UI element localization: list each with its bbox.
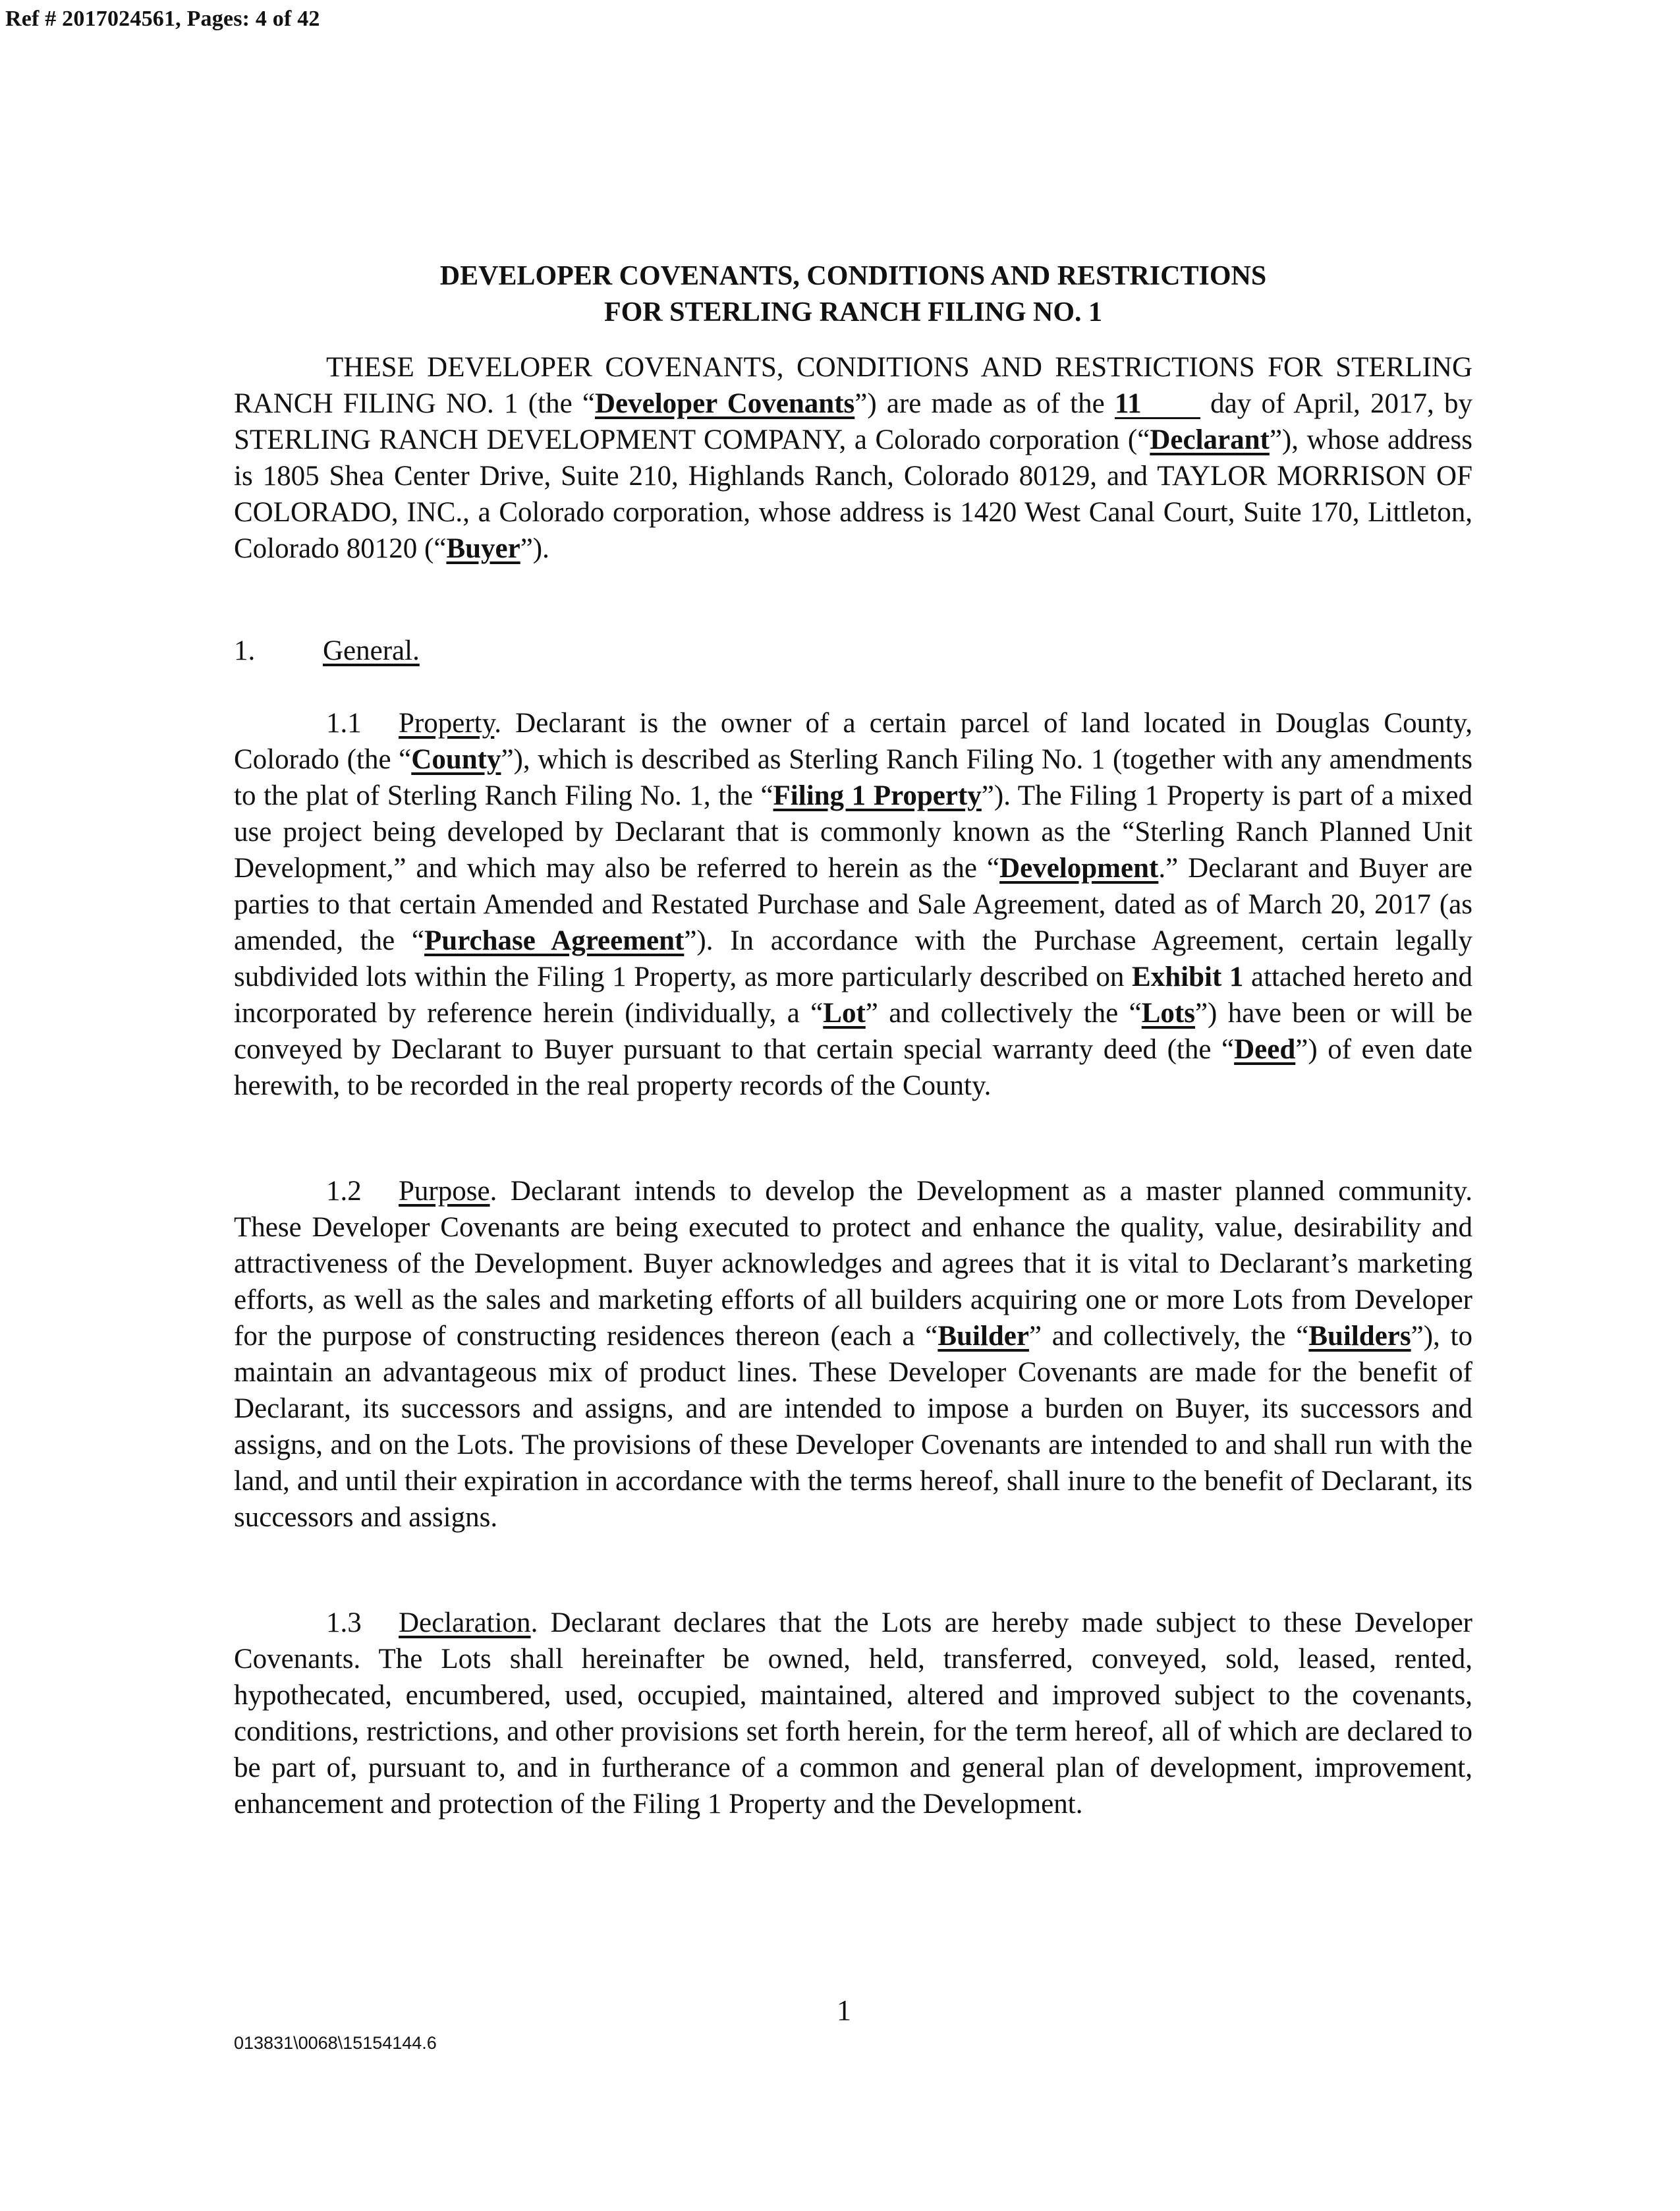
recording-reference: Ref # 2017024561, Pages: 4 of 42 xyxy=(5,7,320,31)
paragraph-text: ”) have been or will be conveyed by Declarant to Buyer pursuant to that certain special warranty deed (the “ xyxy=(234,998,1472,1065)
paragraph-text: . Declarant intends to develop the Development as a master planned community. These Developer Covenants are being executed to protect and enhance the quality, value, desirability and attractiveness of the Development. Buyer acknowledges and agrees that it is vital to Declarant’s marketing efforts, as well as the sales and marketing efforts of all builders acquiring one or more Lots from Developer for the purpose of constructing residences thereon (each a “ xyxy=(234,1176,1472,1352)
paragraph-text: ”) of even date herewith, to be recorded in the real property records of the County. xyxy=(234,1034,1472,1101)
intro-text: THESE DEVELOPER COVENANTS, CONDITIONS AND RESTRICTIONS FOR STERLING RANCH FILING NO. 1 (the “ xyxy=(234,352,1472,419)
defined-term: Builders xyxy=(1308,1321,1411,1352)
paragraph-text: attached hereto and incorporated by reference herein (individually, a “ xyxy=(234,962,1472,1029)
title-line-1: DEVELOPER COVENANTS, CONDITIONS AND RESTRICTIONS xyxy=(439,261,1267,291)
subsection-title: Property xyxy=(399,708,495,739)
section-1-3-paragraph xyxy=(234,1605,1472,1822)
paragraph-text: ”). The Filing 1 Property is part of a mixed use project being developed by Declarant that is commonly known as the “Sterling Ranch Planned Unit Development,” and which may also be referred to herein as the “ xyxy=(234,780,1472,884)
exhibit-reference: Exhibit 1 xyxy=(1132,962,1244,992)
subsection-number: 1.1 xyxy=(326,708,362,739)
defined-term: Deed xyxy=(1234,1034,1296,1065)
defined-term: Purchase Agreement xyxy=(424,925,685,956)
paragraph-text: ”), which is described as Sterling Ranch Filing No. 1 (together with any amendments to the plat of Sterling Ranch Filing No. 1, the “ xyxy=(234,744,1472,811)
section-number: 1. xyxy=(234,635,256,666)
paragraph-text: ”). In accordance with the Purchase Agreement, certain legally subdivided lots within the Filing 1 Property, as more particularly described on xyxy=(234,925,1472,992)
paragraph-text: . Declarant declares that the Lots are hereby made subject to these Developer Covenants. The Lots shall hereinafter be owned, held, transferred, conveyed, sold, leased, rented, hypothecated, encumbered, used, occupied, maintained, altered and improved subject to the covenants, conditions, restrictions, and other provisions set forth herein, for the term hereof, all of which are declared to be part of, pursuant to, and in furtherance of a common and general plan of development, improvement, enhancement and protection of the Filing 1 Property and the Development. xyxy=(234,1607,1472,1820)
defined-term: Filing 1 Property xyxy=(773,780,982,811)
defined-term: Developer Covenants xyxy=(595,388,855,419)
defined-term: Development xyxy=(999,853,1159,884)
defined-term: Declarant xyxy=(1150,424,1270,455)
paragraph-text: ” and collectively, the “ xyxy=(1028,1321,1309,1352)
paragraph-text: ” and collectively the “ xyxy=(865,998,1142,1029)
document-title xyxy=(234,258,1472,331)
defined-term: Builder xyxy=(938,1321,1029,1352)
intro-text: ”), whose address is 1805 Shea Center Drive, Suite 210, Highlands Ranch, Colorado 80129, and TAYLOR MORRISON OF COLORADO, INC., a Colorado corporation, whose address is 1420 West Canal Court, Suite 170, Littleton, Colorado 80120 (“ xyxy=(234,424,1472,564)
paragraph-text: ”), to maintain an advantageous mix of product lines. These Developer Covenants are made for the benefit of Declarant, its successors and assigns, and are intended to impose a burden on Buyer, its successors and assigns, and on the Lots. The provisions of these Developer Covenants are intended to and shall run with the land, and until their expiration in accordance with the terms hereof, shall inure to the benefit of Declarant, its successors and assigns. xyxy=(234,1321,1472,1533)
section-1-1-paragraph xyxy=(234,705,1472,1104)
defined-term: Buyer xyxy=(446,533,520,564)
title-line-2: FOR STERLING RANCH FILING NO. 1 xyxy=(603,297,1103,328)
section-title: General. xyxy=(323,635,420,666)
subsection-title: Purpose xyxy=(399,1176,490,1207)
defined-term: County xyxy=(411,744,501,775)
defined-term: Lot xyxy=(823,998,866,1029)
section-1-heading xyxy=(234,633,1472,669)
subsection-number: 1.3 xyxy=(326,1607,362,1638)
paragraph-text: .” Declarant and Buyer are parties to that certain Amended and Restated Purchase and Sale Agreement, dated as of March 20, 2017 (as amended, the “ xyxy=(234,853,1472,956)
subsection-number: 1.2 xyxy=(326,1176,362,1207)
document-id: 013831\0068\15154144.6 xyxy=(234,2033,437,2053)
intro-text: ”). xyxy=(520,533,549,564)
day-blank: 11 xyxy=(1115,391,1200,419)
subsection-title: Declaration xyxy=(399,1607,531,1638)
intro-text: day of April, 2017, by STERLING RANCH DEVELOPMENT COMPANY, a Colorado corporation (“ xyxy=(234,388,1472,455)
intro-paragraph xyxy=(234,349,1472,567)
page-number: 1 xyxy=(837,1994,851,2026)
intro-text: ”) are made as of the xyxy=(854,388,1115,419)
paragraph-text: . Declarant is the owner of a certain parcel of land located in Douglas County, Colorado (the “ xyxy=(234,708,1472,775)
defined-term: Lots xyxy=(1141,998,1195,1029)
section-1-2-paragraph xyxy=(234,1173,1472,1536)
